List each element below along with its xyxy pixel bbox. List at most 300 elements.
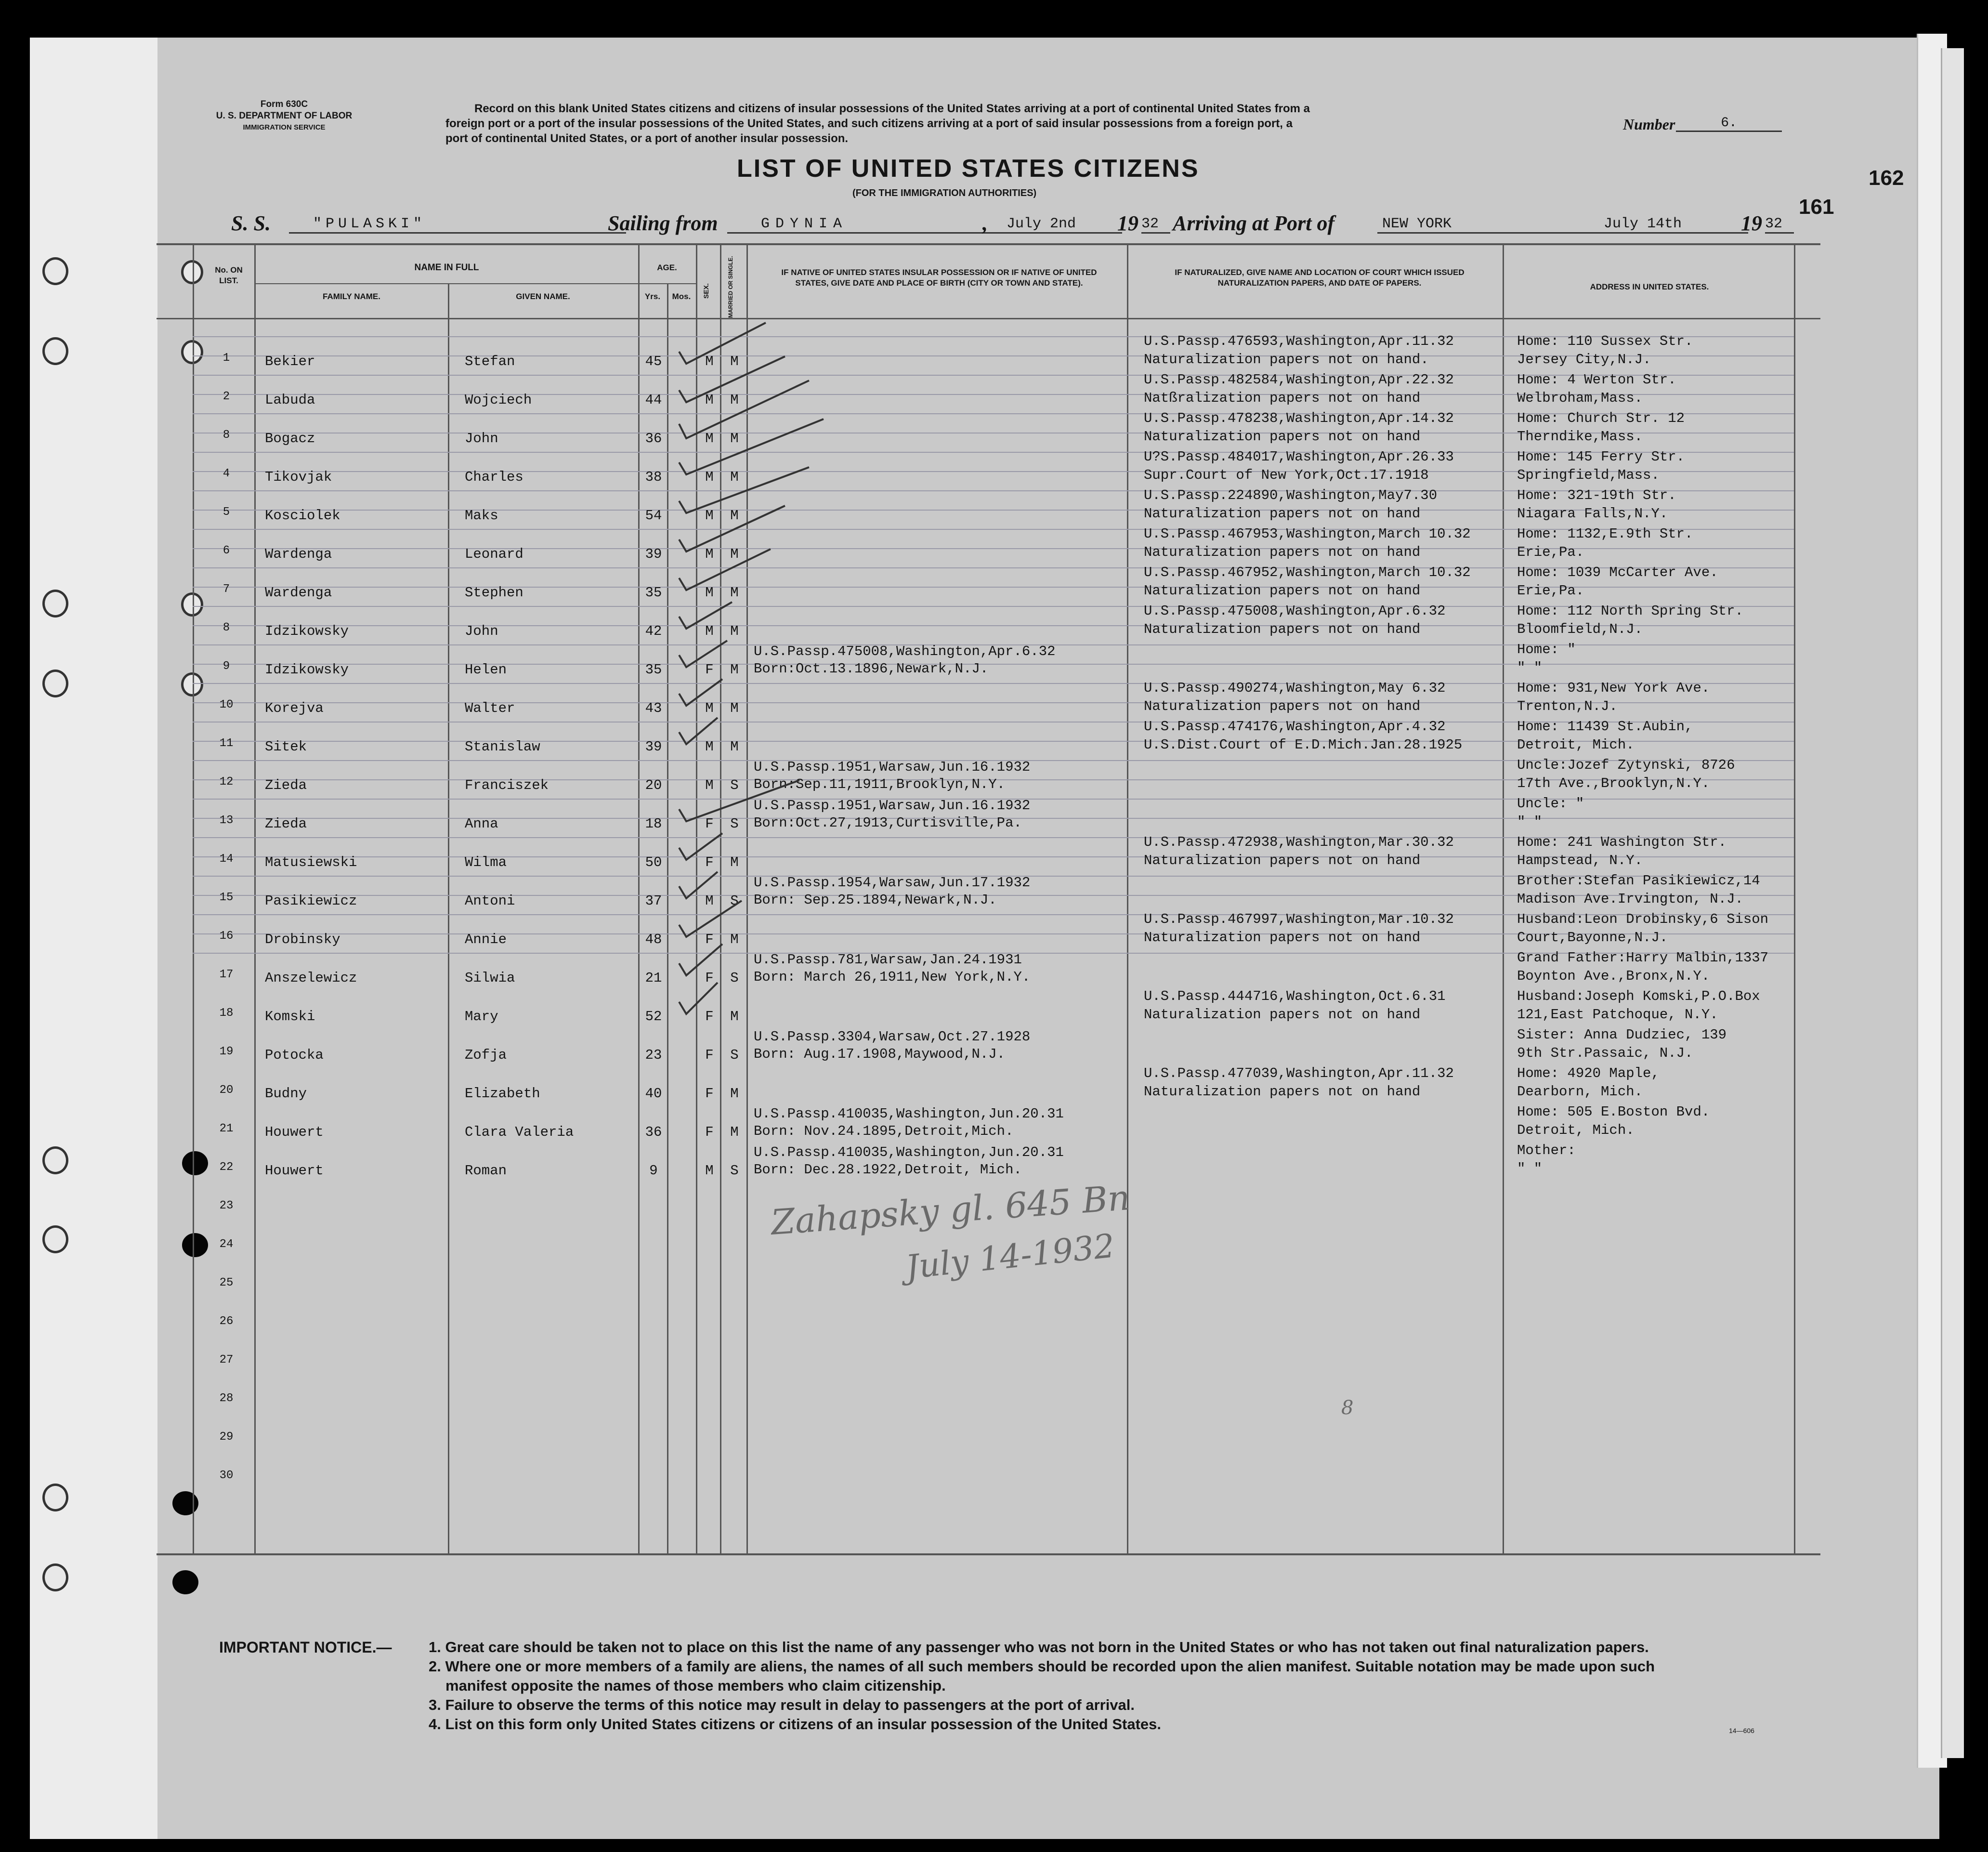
footer-code: 14—606 <box>1729 1727 1754 1734</box>
marital-status: S <box>730 1047 739 1063</box>
sex-value: M <box>705 469 714 485</box>
marital-status: M <box>730 585 739 601</box>
binding-hole <box>42 257 68 285</box>
us-address-line: Boynton Ave.,Bronx,N.Y. <box>1517 968 1710 984</box>
age-years: 35 <box>645 585 662 601</box>
family-name: Budny <box>265 1086 307 1102</box>
naturalization-passport: U.S.Passp.478238,Washington,Apr.14.32 <box>1144 410 1454 426</box>
naturalization-passport: U.S.Passp.467952,Washington,March 10.32 <box>1144 565 1471 580</box>
notice-item: 1. Great care should be taken not to place on this list the name of any passenger who was not born in the United States or who has not taken out final naturalization papers. <box>429 1639 1649 1655</box>
department: U. S. DEPARTMENT OF LABOR <box>216 111 353 121</box>
instruction-text <box>445 101 1553 146</box>
marital-status: M <box>730 508 739 524</box>
us-address-line: Welbroham,Mass. <box>1517 390 1643 406</box>
naturalization-court: Naturalization papers not on hand. <box>1144 352 1429 368</box>
col-naturalized: IF NATURALIZED, GIVE NAME AND LOCATION OF COURT WHICH ISSUED NATURALIZATION PAPERS, AND DATE OF PAPERS. <box>1175 268 1465 288</box>
sex-value: M <box>705 777 714 793</box>
marital-status: M <box>730 662 739 678</box>
family-name: Pasikiewicz <box>265 893 357 909</box>
ship-name: "PULASKI" <box>289 216 626 234</box>
naturalization-passport: U.S.Passp.476593,Washington,Apr.11.32 <box>1144 333 1454 349</box>
age-years: 50 <box>645 854 662 870</box>
us-address-line: Erie,Pa. <box>1517 583 1584 599</box>
family-name: Wardenga <box>265 546 332 562</box>
us-address-line: " " <box>1517 1161 1543 1177</box>
us-address-line: Home: 1039 McCarter Ave. <box>1517 565 1718 580</box>
naturalization-court: Naturalization papers not on hand <box>1144 698 1421 714</box>
notice-item: 2. Where one or more members of a family are aliens, the names of all such members should be recorded upon the alien manifest. Suitable notation may be made upon such <box>429 1658 1655 1675</box>
native-birth: Born: March 26,1911,New York,N.Y. <box>754 969 1031 985</box>
family-name: Labuda <box>265 392 315 408</box>
marital-status: M <box>730 739 739 755</box>
naturalization-passport: U.S.Passp.477039,Washington,Apr.11.32 <box>1144 1065 1454 1081</box>
sail-year: 32 <box>1141 216 1170 234</box>
marital-status: S <box>730 777 739 793</box>
arrival-port: NEW YORK <box>1377 216 1594 234</box>
given-name: John <box>465 431 498 447</box>
naturalization-passport: U.S.Passp.482584,Washington,Apr.22.32 <box>1144 372 1454 388</box>
row-number: 17 <box>219 968 234 981</box>
age-years: 36 <box>645 431 662 447</box>
given-name: Stephen <box>465 585 523 601</box>
marital-status: M <box>730 700 739 716</box>
naturalization-court: Naturalization papers not on hand <box>1144 1084 1421 1100</box>
row-number: 26 <box>219 1315 234 1328</box>
us-address-line: Husband:Leon Drobinsky,6 Sison <box>1517 911 1769 927</box>
row-number: 25 <box>219 1276 234 1289</box>
form-area <box>157 38 1939 1839</box>
age-years: 52 <box>645 1009 662 1025</box>
age-years: 42 <box>645 623 662 639</box>
checkmarks <box>665 308 905 1223</box>
sail-date: July 2nd <box>997 216 1122 234</box>
arrival-year: 32 <box>1765 216 1794 234</box>
us-address-line: Brother:Stefan Pasikiewicz,14 <box>1517 873 1760 889</box>
binding-hole <box>42 1146 68 1174</box>
binding-hole <box>42 1225 68 1253</box>
naturalization-court: Naturalization papers not on hand <box>1144 930 1421 946</box>
sex-value: M <box>705 585 714 601</box>
page-subtitle: (FOR THE IMMIGRATION AUTHORITIES) <box>852 188 1037 198</box>
family-name: Sitek <box>265 739 307 755</box>
naturalization-court: Natßralization papers not on hand <box>1144 390 1421 406</box>
marital-status: M <box>730 1086 739 1102</box>
us-address-line: Home: 505 E.Boston Bvd. <box>1517 1104 1710 1120</box>
naturalization-court: Naturalization papers not on hand <box>1144 1007 1421 1023</box>
col-given-name: GIVEN NAME. <box>516 292 570 301</box>
sex-value: F <box>705 932 714 947</box>
marital-status: M <box>730 623 739 639</box>
row-number: 2 <box>222 390 230 403</box>
notice-item: 4. List on this form only United States citizens or citizens of an insular possession of the United States. <box>429 1716 1161 1733</box>
family-name: Komski <box>265 1009 315 1025</box>
naturalization-passport: U?S.Passp.484017,Washington,Apr.26.33 <box>1144 449 1454 465</box>
sex-value: F <box>705 1124 714 1140</box>
age-years: 48 <box>645 932 662 947</box>
naturalization-passport: U.S.Passp.474176,Washington,Apr.4.32 <box>1144 719 1446 735</box>
year-prefix: 19 <box>1117 211 1138 235</box>
page-number-b: 161 <box>1799 195 1834 219</box>
row-number: 13 <box>219 814 234 827</box>
given-name: Elizabeth <box>465 1086 540 1102</box>
punch-hole-dark <box>182 1233 208 1257</box>
us-address-line: Grand Father:Harry Malbin,1337 <box>1517 950 1769 966</box>
given-name: Wojciech <box>465 392 532 408</box>
row-number: 19 <box>219 1045 234 1058</box>
instruction-line: Record on this blank United States citizens and citizens of insular possessions of the United States arriving at a port of continental United States from a <box>474 102 1310 115</box>
family-name: Kosciolek <box>265 508 340 524</box>
col-sex: SEX. <box>702 283 710 299</box>
given-name: Anna <box>465 816 498 832</box>
given-name: Maks <box>465 508 498 524</box>
native-passport: U.S.Passp.410035,Washington,Jun.20.31 <box>754 1144 1064 1160</box>
sex-value: M <box>705 700 714 716</box>
native-passport: U.S.Passp.3304,Warsaw,Oct.27.1928 <box>754 1029 1031 1045</box>
arrival-date: July 14th <box>1589 216 1748 234</box>
number-label: Number <box>1623 116 1675 133</box>
marital-status: M <box>730 354 739 369</box>
family-name: Potocka <box>265 1047 324 1063</box>
age-years: 54 <box>645 508 662 524</box>
col-address: ADDRESS IN UNITED STATES. <box>1590 282 1709 291</box>
us-address-line: Niagara Falls,N.Y. <box>1517 506 1668 522</box>
us-address-line: Home: 145 Ferry Str. <box>1517 449 1685 465</box>
row-number: 14 <box>219 853 234 866</box>
us-address-line: Home: 321-19th Str. <box>1517 487 1676 503</box>
sex-value: M <box>705 739 714 755</box>
col-married: MARRIED OR SINGLE. <box>727 256 734 318</box>
given-name: Franciszek <box>465 777 549 793</box>
binding-hole <box>42 670 68 697</box>
naturalization-court: U.S.Dist.Court of E.D.Mich.Jan.28.1925 <box>1144 737 1463 753</box>
row-number: 9 <box>222 660 230 673</box>
naturalization-court: Naturalization papers not on hand <box>1144 506 1421 522</box>
row-number: 16 <box>219 930 234 943</box>
us-address-line: Uncle: " <box>1517 796 1584 812</box>
binding-hole <box>42 337 68 365</box>
row-number: 11 <box>219 737 234 750</box>
sex-value: F <box>705 1009 714 1025</box>
instruction-line: foreign port or a port of the insular possessions of the United States, and such citizens arriving at a port of said insular possessions from a foreign port, a <box>445 117 1293 130</box>
us-address-line: " " <box>1517 660 1543 676</box>
native-passport: U.S.Passp.1954,Warsaw,Jun.17.1932 <box>754 875 1031 891</box>
sex-value: F <box>705 854 714 870</box>
sex-value: M <box>705 392 714 408</box>
native-birth: Born: Aug.17.1908,Maywood,N.J. <box>754 1046 1006 1062</box>
col-native: IF NATIVE OF UNITED STATES INSULAR POSSESSION OR IF NATIVE OF UNITED STATES, GIVE DATE AND PLACE OF BIRTH (CITY OR TOWN AND STATE). <box>781 268 1097 288</box>
marital-status: M <box>730 392 739 408</box>
important-notice <box>219 1638 1808 1734</box>
marital-status: M <box>730 431 739 447</box>
given-name: Helen <box>465 662 507 678</box>
us-address-line: Dearborn, Mich. <box>1517 1084 1643 1100</box>
us-address-line: Home: 112 North Spring Str. <box>1517 603 1743 619</box>
col-age: AGE. <box>657 263 677 272</box>
us-address-line: Home: 4920 Maple, <box>1517 1065 1660 1081</box>
us-address-line: Home: Church Str. 12 <box>1517 410 1685 426</box>
given-name: Silwia <box>465 970 515 986</box>
sailing-label: Sailing from <box>608 211 718 235</box>
punch-hole <box>181 672 203 696</box>
row-number: 30 <box>219 1469 234 1482</box>
us-address-line: Husband:Joseph Komski,P.O.Box <box>1517 988 1760 1004</box>
naturalization-court: Naturalization papers not on hand <box>1144 544 1421 560</box>
col-yrs: Yrs. <box>644 292 661 301</box>
naturalization-passport: U.S.Passp.224890,Washington,May7.30 <box>1144 487 1438 503</box>
col-no: No. ON LIST. <box>215 265 243 285</box>
age-years: 21 <box>645 970 662 986</box>
row-number: 21 <box>219 1122 234 1135</box>
row-number: 28 <box>219 1392 234 1405</box>
row-number: 15 <box>219 891 234 904</box>
given-name: Antoni <box>465 893 515 909</box>
age-years: 39 <box>645 739 662 755</box>
row-number: 27 <box>219 1353 234 1366</box>
us-address-line: Mother: <box>1517 1143 1576 1158</box>
given-name: Leonard <box>465 546 523 562</box>
marital-status: S <box>730 893 739 909</box>
form-number: Form 630C <box>260 99 308 109</box>
notice-item: 3. Failure to observe the terms of this notice may result in delay to passengers at the port of arrival. <box>429 1696 1135 1713</box>
row-number: 1 <box>222 352 230 365</box>
given-name: Stefan <box>465 354 515 369</box>
from-port: GDYNIA <box>727 216 1016 234</box>
age-years: 36 <box>645 1124 662 1140</box>
marital-status: M <box>730 546 739 562</box>
given-name: John <box>465 623 498 639</box>
native-birth: Born: Nov.24.1895,Detroit,Mich. <box>754 1123 1014 1139</box>
handwritten-mark: 8 <box>1341 1397 1354 1419</box>
table-bottom-border <box>157 1553 1820 1555</box>
binding-hole <box>42 1563 68 1591</box>
punch-hole <box>181 340 203 364</box>
us-address-line: Erie,Pa. <box>1517 544 1584 560</box>
us-address-line: 9th Str.Passaic, N.J. <box>1517 1045 1693 1061</box>
sex-value: F <box>705 1086 714 1102</box>
given-name: Zofja <box>465 1047 507 1063</box>
row-number: 7 <box>222 583 230 596</box>
family-name: Idzikowsky <box>265 662 349 678</box>
ss-label: S. S. <box>231 211 271 235</box>
col-family-name: FAMILY NAME. <box>323 292 380 301</box>
notice-item: manifest opposite the names of those members who claim citizenship. <box>445 1677 946 1694</box>
naturalization-passport: U.S.Passp.444716,Washington,Oct.6.31 <box>1144 988 1446 1004</box>
row-number: 8 <box>222 621 230 634</box>
given-name: Roman <box>465 1163 507 1179</box>
us-address-line: Madison Ave.Irvington, N.J. <box>1517 891 1743 907</box>
native-passport: U.S.Passp.781,Warsaw,Jan.24.1931 <box>754 952 1022 968</box>
service: IMMIGRATION SERVICE <box>243 123 326 131</box>
page-title: LIST OF UNITED STATES CITIZENS <box>737 155 1200 183</box>
naturalization-passport: U.S.Passp.467997,Washington,Mar.10.32 <box>1144 911 1454 927</box>
age-years: 35 <box>645 662 662 678</box>
notice-label: IMPORTANT NOTICE.— <box>219 1639 392 1656</box>
us-address-line: Uncle:Jozef Zytynski, 8726 <box>1517 757 1735 773</box>
given-name: Stanislaw <box>465 739 540 755</box>
us-address-line: Home: 4 Werton Str. <box>1517 372 1676 388</box>
sex-value: M <box>705 354 714 369</box>
ruled-line <box>193 664 1794 665</box>
family-name: Korejva <box>265 700 324 716</box>
sex-value: M <box>705 893 714 909</box>
us-address-line: " " <box>1517 814 1543 830</box>
sex-value: M <box>705 508 714 524</box>
family-name: Bekier <box>265 354 315 369</box>
sex-value: F <box>705 662 714 678</box>
punch-hole-dark <box>182 1151 208 1175</box>
punch-hole <box>181 592 203 617</box>
sex-value: F <box>705 816 714 832</box>
native-passport: U.S.Passp.475008,Washington,Apr.6.32 <box>754 644 1056 659</box>
naturalization-passport: U.S.Passp.475008,Washington,Apr.6.32 <box>1144 603 1446 619</box>
row-number: 6 <box>222 544 230 557</box>
col-name-in-full: NAME IN FULL <box>414 263 479 273</box>
us-address-line: Home: 241 Washington Str. <box>1517 834 1727 850</box>
native-birth: Born: Sep.25.1894,Newark,N.J. <box>754 892 997 908</box>
native-birth: Born: Dec.28.1922,Detroit, Mich. <box>754 1162 1022 1178</box>
col-mos: Mos. <box>672 292 691 301</box>
row-number: 24 <box>219 1238 234 1251</box>
age-years: 23 <box>645 1047 662 1063</box>
age-years: 37 <box>645 893 662 909</box>
row-number: 10 <box>219 698 234 711</box>
row-number: 20 <box>219 1084 234 1097</box>
given-name: Annie <box>465 932 507 947</box>
naturalization-court: Supr.Court of New York,Oct.17.1918 <box>1144 467 1429 483</box>
naturalization-passport: U.S.Passp.490274,Washington,May 6.32 <box>1144 680 1446 696</box>
instruction-line: port of continental United States, or a port of another insular possession. <box>445 132 849 145</box>
us-address-line: 121,East Patchoque, N.Y. <box>1517 1007 1718 1023</box>
punch-hole-dark <box>172 1491 198 1515</box>
us-address-line: Home: 110 Sussex Str. <box>1517 333 1693 349</box>
marital-status: M <box>730 469 739 485</box>
us-address-line: Detroit, Mich. <box>1517 1122 1635 1138</box>
age-years: 43 <box>645 700 662 716</box>
age-years: 44 <box>645 392 662 408</box>
family-name: Bogacz <box>265 431 315 447</box>
us-address-line: Hampstead, N.Y. <box>1517 853 1643 868</box>
sex-value: F <box>705 1047 714 1063</box>
us-address-line: Therndike,Mass. <box>1517 429 1643 445</box>
sex-value: F <box>705 970 714 986</box>
marital-status: M <box>730 1124 739 1140</box>
page-number-a: 162 <box>1869 166 1904 190</box>
binding-hole <box>42 590 68 617</box>
inspection-date: July 14-1932 <box>904 1227 1117 1287</box>
row-number: 22 <box>219 1161 234 1174</box>
marital-status: M <box>730 932 739 947</box>
family-name: Idzikowsky <box>265 623 349 639</box>
punch-hole-dark <box>172 1570 198 1594</box>
age-years: 9 <box>649 1163 658 1179</box>
row-number: 12 <box>219 775 234 788</box>
marital-status: M <box>730 854 739 870</box>
punch-hole <box>181 260 203 284</box>
age-years: 39 <box>645 546 662 562</box>
native-birth: Born:Sep.11,1911,Brooklyn,N.Y. <box>754 776 1006 792</box>
naturalization-court: Naturalization papers not on hand <box>1144 853 1421 868</box>
arriving-label: Arriving at Port of <box>1173 211 1335 235</box>
form-id-block <box>207 99 361 133</box>
us-address-line: Home: 931,New York Ave. <box>1517 680 1710 696</box>
next-page-edge-2 <box>1941 48 1964 1758</box>
age-years: 45 <box>645 354 662 369</box>
given-name: Charles <box>465 469 523 485</box>
header-bottom-border <box>157 318 1820 319</box>
age-years: 18 <box>645 816 662 832</box>
family-name: Tikovjak <box>265 469 332 485</box>
us-address-line: Jersey City,N.J. <box>1517 352 1651 368</box>
us-address-line: Home: 11439 St.Aubin, <box>1517 719 1693 735</box>
native-passport: U.S.Passp.410035,Washington,Jun.20.31 <box>754 1106 1064 1122</box>
inspector-signature: Zahapsky gl. 645 Bn <box>769 1177 1131 1243</box>
naturalization-court: Naturalization papers not on hand <box>1144 429 1421 445</box>
row-number: 8 <box>222 429 230 442</box>
us-address-line: 17th Ave.,Brooklyn,N.Y. <box>1517 775 1710 791</box>
row-number: 18 <box>219 1007 234 1020</box>
naturalization-passport: U.S.Passp.472938,Washington,Mar.30.32 <box>1144 834 1454 850</box>
family-name: Zieda <box>265 777 307 793</box>
us-address-line: Springfield,Mass. <box>1517 467 1660 483</box>
family-name: Anszelewicz <box>265 970 357 986</box>
marital-status: M <box>730 1009 739 1025</box>
number-value: 6. <box>1676 116 1782 132</box>
age-years: 38 <box>645 469 662 485</box>
row-number: 29 <box>219 1431 234 1444</box>
family-name: Matusiewski <box>265 854 357 870</box>
marital-status: S <box>730 970 739 986</box>
us-address-line: Sister: Anna Dudziec, 139 <box>1517 1027 1727 1043</box>
family-name: Houwert <box>265 1124 324 1140</box>
marital-status: S <box>730 1163 739 1179</box>
family-name: Houwert <box>265 1163 324 1179</box>
sex-value: M <box>705 623 714 639</box>
us-address-line: Court,Bayonne,N.J. <box>1517 930 1668 946</box>
arrival-year-prefix: 19 <box>1741 211 1762 235</box>
us-address-line: Home: 1132,E.9th Str. <box>1517 526 1693 542</box>
us-address-line: Bloomfield,N.J. <box>1517 621 1643 637</box>
us-address-line: Detroit, Mich. <box>1517 737 1635 753</box>
sex-value: M <box>705 1163 714 1179</box>
given-name: Wilma <box>465 854 507 870</box>
given-name: Clara Valeria <box>465 1124 574 1140</box>
us-address-line: Trenton,N.J. <box>1517 698 1618 714</box>
given-name: Walter <box>465 700 515 716</box>
native-birth: Born:Oct.27,1913,Curtisville,Pa. <box>754 815 1022 831</box>
family-name: Zieda <box>265 816 307 832</box>
naturalization-court: Naturalization papers not on hand <box>1144 621 1421 637</box>
table-top-border <box>157 243 1820 245</box>
age-years: 20 <box>645 777 662 793</box>
binding-hole <box>42 1484 68 1511</box>
native-passport: U.S.Passp.1951,Warsaw,Jun.16.1932 <box>754 759 1031 775</box>
family-name: Drobinsky <box>265 932 340 947</box>
family-name: Wardenga <box>265 585 332 601</box>
sex-value: M <box>705 431 714 447</box>
us-address-line: Home: " <box>1517 642 1576 657</box>
row-number: 4 <box>222 467 230 480</box>
given-name: Mary <box>465 1009 498 1025</box>
row-number: 5 <box>222 506 230 519</box>
age-years: 40 <box>645 1086 662 1102</box>
native-birth: Born:Oct.13.1896,Newark,N.J. <box>754 661 989 677</box>
native-passport: U.S.Passp.1951,Warsaw,Jun.16.1932 <box>754 798 1031 814</box>
marital-status: S <box>730 816 739 832</box>
naturalization-court: Naturalization papers not on hand <box>1144 583 1421 599</box>
row-number: 23 <box>219 1199 234 1212</box>
naturalization-passport: U.S.Passp.467953,Washington,March 10.32 <box>1144 526 1471 542</box>
sex-value: M <box>705 546 714 562</box>
